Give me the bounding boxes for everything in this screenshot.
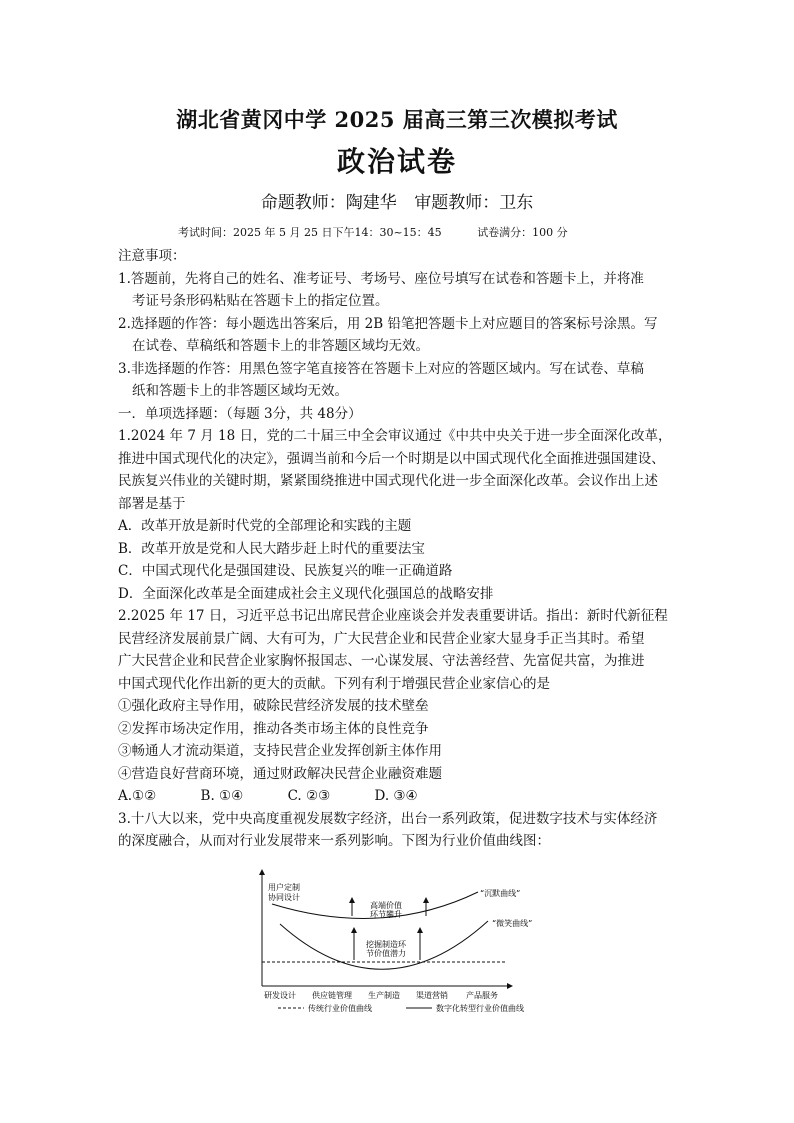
section-heading: 一．单项选择题：（每题 3分，共 48分） — [118, 405, 362, 422]
q1-option-b: B．改革开放是党和人民大踏步赶上时代的重要法宝 — [118, 540, 425, 557]
q2-stem-line: 中国式现代化作出新的更大的贡献。下列有利于增强民营企业家信心的是 — [118, 675, 550, 692]
q2-stem-line: 民营经济发展前景广阔、大有可为，广大民营企业和民营企业家大显身手正当其时。希望 — [118, 630, 645, 647]
question-2 — [118, 605, 686, 808]
q2-statement-2: ②发挥市场决定作用，推动各类市场主体的良性竞争 — [118, 720, 429, 737]
q1-option-a: A．改革开放是新时代党的全部理论和实践的主题 — [118, 518, 412, 534]
q2-stem-line: 广大民营企业和民营企业家胸怀报国志、一心谋发展、守法善经营、先富促共富，为推进 — [118, 653, 645, 669]
manufacturing-label: 节价值潜力 — [366, 949, 406, 958]
high-end-label: 环节攀升 — [370, 910, 402, 919]
x-tick-label: 研发设计 — [264, 991, 296, 1000]
q2-choice-c: C. ②③ — [287, 788, 331, 804]
smile-curve-label: “微笑曲线” — [492, 919, 533, 928]
setter-teacher: 命题教师：陶建华 — [260, 193, 397, 213]
x-tick-label: 供应链管理 — [312, 991, 352, 1000]
note-2-line-2: 在试卷、草稿纸和答题卡上的非答题区域均无效。 — [132, 338, 429, 354]
q3-stem-line: 3.十八大以来，党中央高度重视发展数字经济，出台一系列政策，促进数字技术与实体经济 — [118, 810, 658, 827]
high-end-label: 高端价值 — [370, 901, 402, 910]
x-tick-label: 产品服务 — [466, 991, 498, 1000]
q2-choice-a: A.①② — [118, 788, 157, 804]
exam-time: 考试时间：2025 年 5 月 25 日下午14：30~15：45 — [178, 226, 442, 239]
notes-heading: 注意事项： — [118, 248, 186, 264]
legend-traditional: 传统行业价值曲线 — [308, 1004, 372, 1013]
y-axis-label: 用户定制 — [268, 883, 300, 892]
note-3-line-1: 3.非选择题的作答：用黑色签字笔直接答在答题卡上对应的答题区域内。写在试卷、草稿 — [118, 360, 644, 377]
legend-digital: 数字化转型行业价值曲线 — [436, 1004, 524, 1013]
q1-stem-line: 推进中国式现代化的决定》，强调当前和今后一个时期是以中国式现代化全面推进强国建设、 — [118, 450, 665, 467]
q2-choice-d: D. ③④ — [374, 788, 418, 804]
q2-choices — [118, 785, 686, 808]
q2-statement-4: ④营造良好营商环境，通过财政解决民营企业融资难题 — [118, 765, 442, 782]
note-1-line-2: 考证号条形码粘贴在答题卡上的指定位置。 — [132, 293, 389, 309]
q1-stem-line: 民族复兴伟业的关键时期，紧紧围绕推进中国式现代化进一步全面深化改革。会议作出上述 — [118, 473, 658, 489]
notes-block — [118, 245, 686, 853]
question-1 — [118, 425, 686, 605]
x-tick-label: 生产制造 — [368, 991, 400, 1000]
x-tick-label: 渠道营销 — [416, 991, 448, 1000]
exam-subject: 政治试卷 — [336, 145, 457, 178]
value-curve-figure — [248, 866, 568, 1016]
q2-statement-1: ①强化政府主导作用，破除民营经济发展的技术壁垒 — [118, 698, 429, 714]
q1-option-c: C．中国式现代化是强国建设、民族复兴的唯一正确道路 — [118, 563, 453, 579]
q1-stem-line: 部署是基于 — [118, 495, 186, 512]
y-axis-label: 协同设计 — [268, 893, 300, 902]
full-score: 试卷满分：100 分 — [477, 226, 568, 239]
reviewer-teacher: 审题教师：卫东 — [414, 193, 534, 213]
q2-choice-b: B. ①④ — [200, 788, 244, 804]
note-2-line-1: 2.选择题的作答：每小题选出答案后，用 2B 铅笔把答题卡上对应题目的答案标号涂黑。写 — [118, 315, 658, 332]
q2-stem-line: 2.2025 年 17 日，习近平总书记出席民营企业座谈会并发表重要讲话。指出：新时代新征程 — [118, 608, 668, 624]
q1-option-d: D．全面深化改革是全面建成社会主义现代化强国总的战略安排 — [118, 585, 494, 602]
manufacturing-label: 挖掘制造环 — [366, 940, 406, 949]
q1-stem-line: 1.2024 年 7 月 18 日，党的二十届三中全会审议通过《中共中央关于进一步全面深化改革， — [118, 428, 672, 444]
q3-stem-line: 的深度融合，从而对行业发展带来一系列影响。下图为行业价值曲线图： — [118, 833, 550, 849]
silent-curve-label: “沉默曲线” — [480, 889, 521, 898]
question-3 — [118, 808, 686, 853]
q2-statement-3: ③畅通人才流动渠道，支持民营企业发挥创新主体作用 — [118, 743, 442, 759]
note-1-line-1: 1.答题前，先将自己的姓名、准考证号、考场号、座位号填写在试卷和答题卡上，并将准 — [118, 270, 644, 287]
note-3-line-2: 纸和答题卡上的非答题区域均无效。 — [132, 383, 348, 399]
exam-title: 湖北省黄冈中学 2025 届高三第三次模拟考试 — [176, 107, 618, 132]
exam-info-line — [178, 224, 600, 240]
teachers-line — [0, 188, 794, 213]
